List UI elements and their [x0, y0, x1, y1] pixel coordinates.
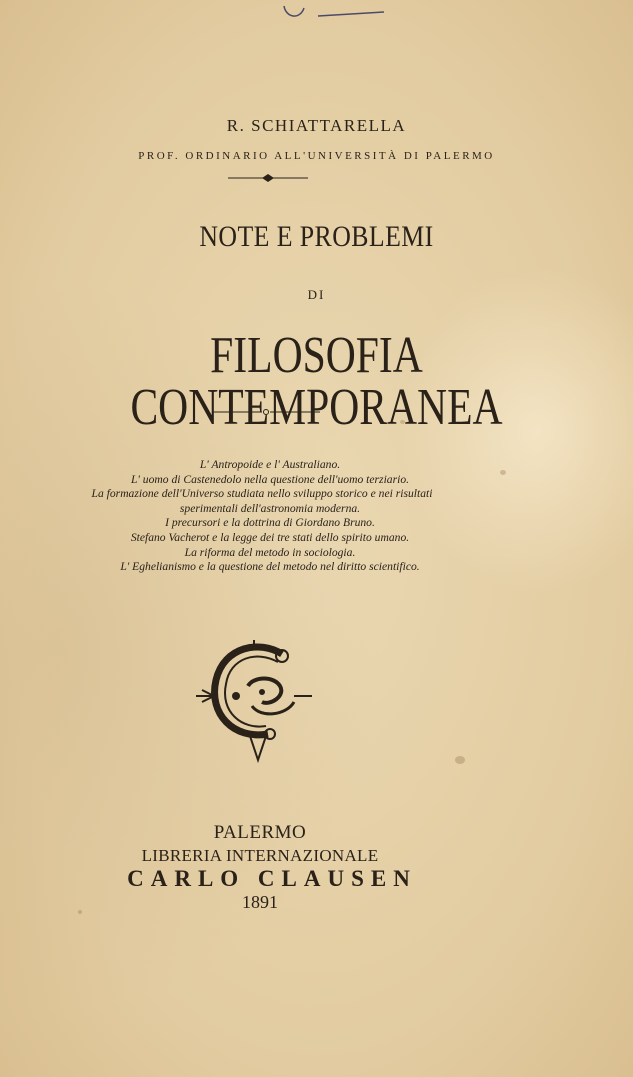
contents-item: sperimentali dell'astronomia moderna.	[179, 501, 361, 515]
contents-list	[20, 458, 520, 575]
contents-item: La formazione dell'Universo studiata nello sviluppo storico e nei risultati	[91, 487, 433, 501]
ornamental-rule-icon	[228, 173, 308, 183]
paper-foxing-spot	[400, 420, 405, 424]
author-name: R. SCHIATTARELLA	[226, 116, 407, 135]
title-line-1: NOTE E PROBLEMI	[199, 220, 434, 253]
contents-item: L' uomo di Castenedolo nella questione dell'uomo terziario.	[130, 472, 410, 486]
contents-item: La riforma del metodo in sociologia.	[184, 545, 356, 559]
author-affiliation: PROF. ORDINARIO ALL'UNIVERSITÀ DI PALERMO	[138, 150, 495, 162]
handwritten-mark-icon	[278, 0, 388, 28]
ornamental-rule-icon	[212, 406, 320, 418]
imprint-publisher-line: LIBRERIA INTERNAZIONALE	[141, 846, 379, 865]
paper-foxing-spot	[500, 470, 506, 475]
title-connector: DI	[307, 287, 326, 302]
contents-item: Stefano Vacherot e la legge dei tre stati dello spirito umano.	[130, 530, 410, 544]
monogram-cc-emblem-icon	[190, 636, 318, 764]
imprint-publisher-name: CARLO CLAUSEN	[127, 866, 417, 891]
contents-item: L' Antropoide e l' Australiano.	[199, 458, 341, 471]
paper-foxing-spot	[78, 910, 82, 914]
contents-item: L' Eghelianismo e la questione del metodo nel diritto scientifico.	[120, 560, 420, 574]
imprint-city: PALERMO	[213, 822, 307, 843]
imprint-year: 1891	[242, 892, 278, 912]
title-line-2: FILOSOFIA CONTEMPORANEA	[130, 327, 503, 436]
contents-item: I precursori e la dottrina di Giordano Bruno.	[165, 516, 375, 530]
paper-foxing-spot	[455, 756, 465, 764]
